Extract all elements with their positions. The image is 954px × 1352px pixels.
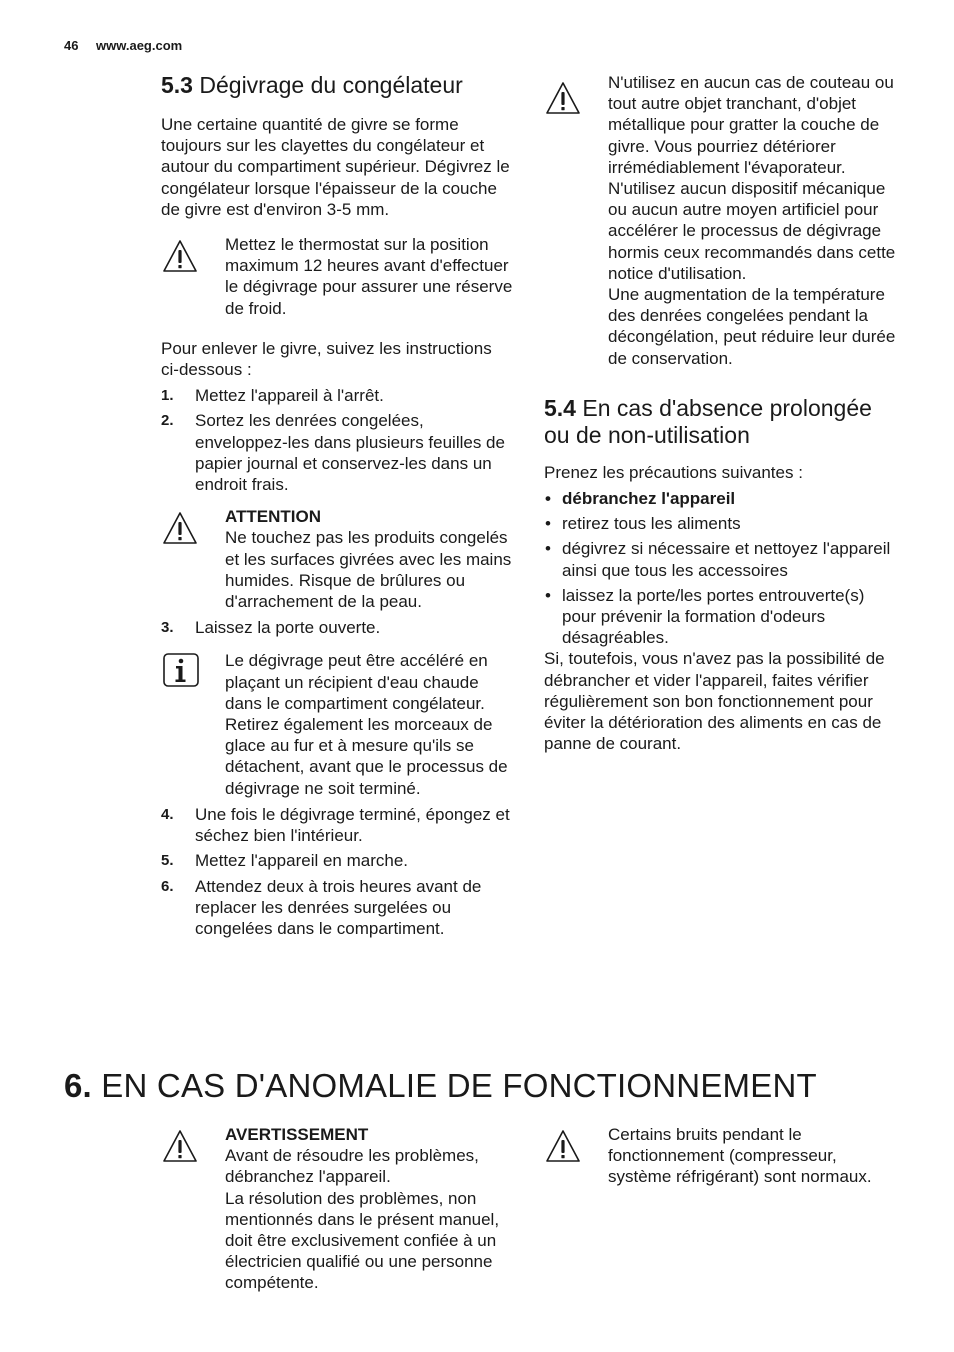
info-note bbox=[161, 650, 513, 798]
attention-text: Ne touchez pas les produits congelés et les surfaces givrées avec les mains humides. Risque de brûlures ou d'arrachement de la peau. bbox=[225, 528, 512, 612]
s6-warning-text-2: La résolution des problèmes, non mentionnés dans le présent manuel, doit être exclusivement confiée à un électricien qualifié ou une personne compétente. bbox=[225, 1188, 500, 1293]
info-text: Le dégivrage peut être accéléré en plaçant un récipient d'eau chaude dans le compartiment congélateur. Retirez également les morceaux de glace au fur et à mesure qu'ils se détachent, avant que le processus de dégivrage ne soit terminé. bbox=[225, 651, 508, 798]
list-item: 3. Laissez la porte ouverte. bbox=[161, 618, 381, 638]
s6-note-text: Certains bruits pendant le fonctionnement (compresseur, système réfrigérant) sont normaux. bbox=[608, 1125, 872, 1187]
list-item: 2. Sortez les denrées congelées, enveloppez-les dans plusieurs feuilles de papier journal et conservez-les dans un endroit frais. bbox=[161, 411, 505, 495]
thermostat-warning-text: Mettez le thermostat sur la position maximum 12 heures avant d'effectuer le dégivrage pour assurer une réserve de froid. bbox=[225, 235, 513, 318]
s53-follow: Pour enlever le givre, suivez les instructions ci-dessous : bbox=[161, 338, 492, 380]
right-column bbox=[544, 72, 896, 754]
section-5-4-heading: 5.4 En cas d'absence prolongée ou de non-utilisation bbox=[544, 394, 872, 448]
list-item: • débranchez l'appareil bbox=[545, 489, 736, 509]
list-item: 4. Une fois le dégivrage terminé, épongez et séchez bien l'intérieur. bbox=[161, 804, 510, 846]
attention-title: ATTENTION bbox=[225, 507, 322, 527]
s6-warning-text-1: Avant de résoudre les problèmes, débranchez l'appareil. bbox=[225, 1146, 479, 1187]
right-warning bbox=[544, 72, 896, 369]
list-item: • dégivrez si nécessaire et nettoyez l'appareil ainsi que tous les accessoires bbox=[545, 539, 891, 580]
list-item: • laissez la porte/les portes entrouverte(s) pour prévenir la formation d'odeurs désagréables. bbox=[545, 585, 865, 648]
s6-note bbox=[544, 1124, 896, 1188]
warning-triangle-icon bbox=[544, 1128, 582, 1164]
right-warning-text-1: N'utilisez en aucun cas de couteau ou tout autre objet tranchant, d'objet métallique pour gratter la couche de givre. Vous pourriez détériorer irrémédiablement l'évaporateur. bbox=[608, 73, 894, 177]
s53-intro: Une certaine quantité de givre se forme toujours sur les clayettes du congélateur et autour du compartiment supérieur. Dégivrez le congélateur lorsque l'épaisseur de la couche de givre est d'environ 3-5 mm. bbox=[161, 115, 510, 219]
right-warning-text-3: Une augmentation de la température des denrées congelées pendant la décongélation, peut réduire leur durée de conservation. bbox=[608, 285, 896, 368]
page-number: 46 bbox=[64, 38, 79, 53]
left-column bbox=[161, 72, 513, 939]
section-5-3-heading: 5.3 Dégivrage du congélateur bbox=[161, 72, 463, 98]
attention-warning bbox=[161, 506, 513, 612]
list-item: 6. Attendez deux à trois heures avant de replacer les denrées surgelées ou congelées dans le compartiment. bbox=[161, 876, 482, 938]
section-6-heading: 6. EN CAS D'ANOMALIE DE FONCTIONNEMENT bbox=[64, 1067, 817, 1104]
list-item: 5. Mettez l'appareil en marche. bbox=[161, 851, 409, 871]
s6-warning-title: AVERTISSEMENT bbox=[225, 1125, 369, 1144]
warning-triangle-icon bbox=[161, 238, 199, 274]
list-item: • retirez tous les aliments bbox=[545, 514, 741, 534]
warning-triangle-icon bbox=[161, 1128, 199, 1164]
right-warning-text-2: N'utilisez aucun dispositif mécanique ou aucun autre moyen artificiel pour accélérer le processus de dégivrage hormis ceux recommandés dans cette notice d'utilisation. bbox=[608, 179, 896, 283]
s54-outro: Si, toutefois, vous n'avez pas la possibilité de débrancher et vider l'appareil, faites vérifier régulièrement son bon fonctionnement pour éviter la détérioration des aliments en cas de panne de courant. bbox=[544, 649, 885, 754]
warning-triangle-icon bbox=[544, 80, 582, 116]
s6-left-column bbox=[161, 1124, 513, 1294]
header-url: www.aeg.com bbox=[96, 38, 183, 53]
s6-right-column bbox=[544, 1124, 896, 1188]
thermostat-warning bbox=[161, 234, 513, 319]
s6-warning bbox=[161, 1124, 513, 1294]
warning-triangle-icon bbox=[161, 510, 199, 546]
list-item: 1. Mettez l'appareil à l'arrêt. bbox=[161, 386, 384, 406]
info-icon bbox=[161, 652, 199, 688]
s54-intro: Prenez les précautions suivantes : bbox=[544, 462, 803, 482]
